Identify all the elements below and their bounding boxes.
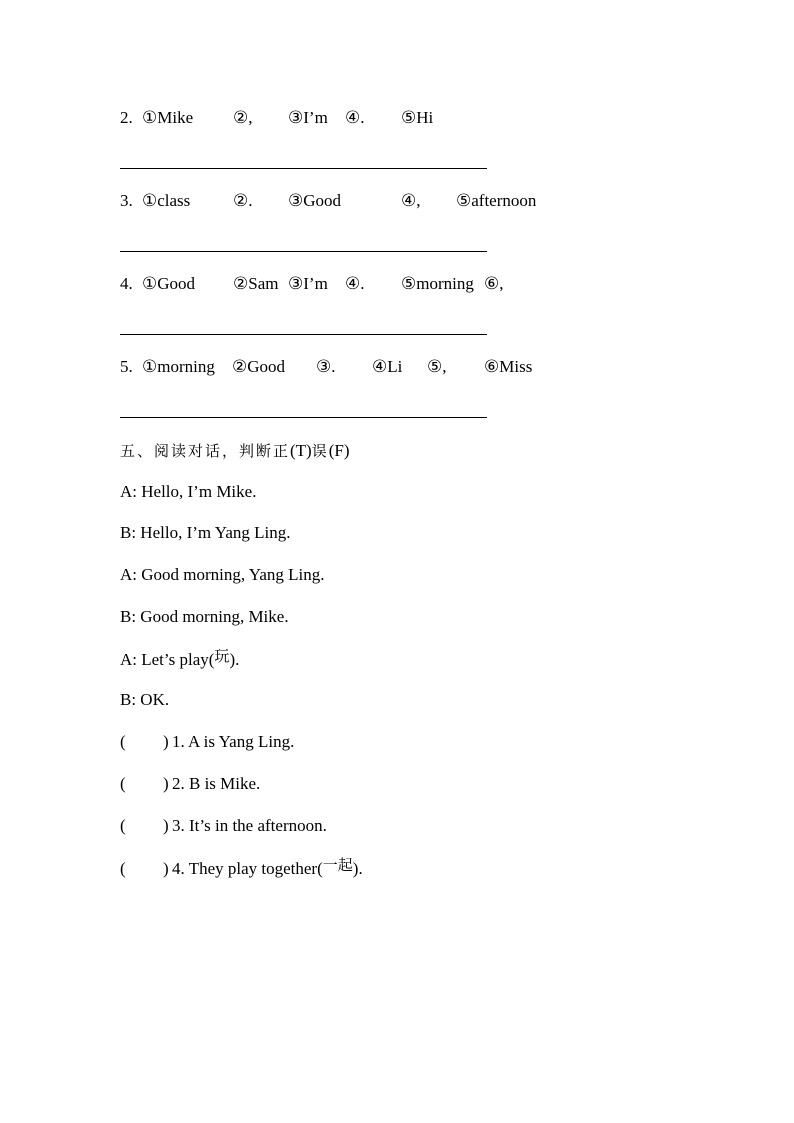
word-token: ④Li xyxy=(372,357,403,376)
word-token: ④. xyxy=(345,274,365,293)
question-gloss: 一起 xyxy=(322,856,353,874)
word-token: ③I’m xyxy=(288,274,328,293)
answer-bracket-close[interactable]: ) xyxy=(163,859,169,878)
dialogue-text: A: Let’s play( xyxy=(120,650,215,669)
word-token: ①class xyxy=(142,191,191,210)
answer-line[interactable] xyxy=(120,334,487,335)
dialogue-line: B: Good morning, Mike. xyxy=(120,607,289,626)
answer-line[interactable] xyxy=(120,417,487,418)
question-text: 1. A is Yang Ling. xyxy=(172,732,295,751)
word-token: ⑥, xyxy=(484,274,504,293)
word-token: ②Sam xyxy=(233,274,279,293)
word-token: ①morning xyxy=(142,357,215,376)
question-text: 3. It’s in the afternoon. xyxy=(172,816,327,835)
word-token: ③Good xyxy=(288,191,342,210)
section-heading-false-mark: (F) xyxy=(328,441,350,460)
answer-bracket-close[interactable]: ) xyxy=(163,774,169,793)
question-text-part: 4. They play together( xyxy=(172,859,323,878)
question-text xyxy=(172,858,363,880)
word-token: ①Mike xyxy=(142,108,194,127)
word-token: ①Good xyxy=(142,274,196,293)
section-heading xyxy=(120,440,350,462)
dialogue-line: A: Good morning, Yang Ling. xyxy=(120,565,325,584)
dialogue-text: ). xyxy=(229,650,240,669)
word-token: ⑤morning xyxy=(401,274,474,293)
word-token: ⑤, xyxy=(427,357,447,376)
answer-bracket-open[interactable]: ( xyxy=(120,774,126,793)
word-token: ⑥Miss xyxy=(484,357,533,376)
word-token: ③I’m xyxy=(288,108,328,127)
question-number: 4. xyxy=(120,274,133,293)
question-text: 2. B is Mike. xyxy=(172,774,261,793)
judgement-question-3 xyxy=(120,815,520,837)
answer-line[interactable] xyxy=(120,168,487,169)
answer-bracket-close[interactable]: ) xyxy=(163,732,169,751)
word-token: ②, xyxy=(233,108,253,127)
answer-bracket-open[interactable]: ( xyxy=(120,816,126,835)
word-token: ⑤afternoon xyxy=(456,191,537,210)
section-heading-true-mark: (T) xyxy=(290,441,312,460)
section-heading-cn-2: 误 xyxy=(311,442,329,460)
question-number: 5. xyxy=(120,357,133,376)
answer-bracket-open[interactable]: ( xyxy=(120,859,126,878)
judgement-question-4 xyxy=(120,858,520,880)
section-heading-cn: 五、阅读对话，判断正 xyxy=(120,442,291,460)
dialogue-line: B: OK. xyxy=(120,690,170,709)
question-number: 2. xyxy=(120,108,133,127)
question-number: 3. xyxy=(120,191,133,210)
dialogue-line: A: Hello, I’m Mike. xyxy=(120,482,257,501)
answer-bracket-close[interactable]: ) xyxy=(163,816,169,835)
dialogue-line: B: Hello, I’m Yang Ling. xyxy=(120,523,291,542)
word-token: ②. xyxy=(233,191,253,210)
answer-bracket-open[interactable]: ( xyxy=(120,732,126,751)
judgement-question-1 xyxy=(120,731,520,753)
judgement-question-2 xyxy=(120,773,520,795)
answer-line[interactable] xyxy=(120,251,487,252)
question-text-part: ). xyxy=(352,859,363,878)
dialogue-line xyxy=(120,649,239,671)
dialogue-gloss: 玩 xyxy=(214,647,230,665)
word-token: ②Good xyxy=(232,357,286,376)
word-token: ④, xyxy=(401,191,421,210)
word-token: ④. xyxy=(345,108,365,127)
word-token: ⑤Hi xyxy=(401,108,434,127)
word-token: ③. xyxy=(316,357,336,376)
